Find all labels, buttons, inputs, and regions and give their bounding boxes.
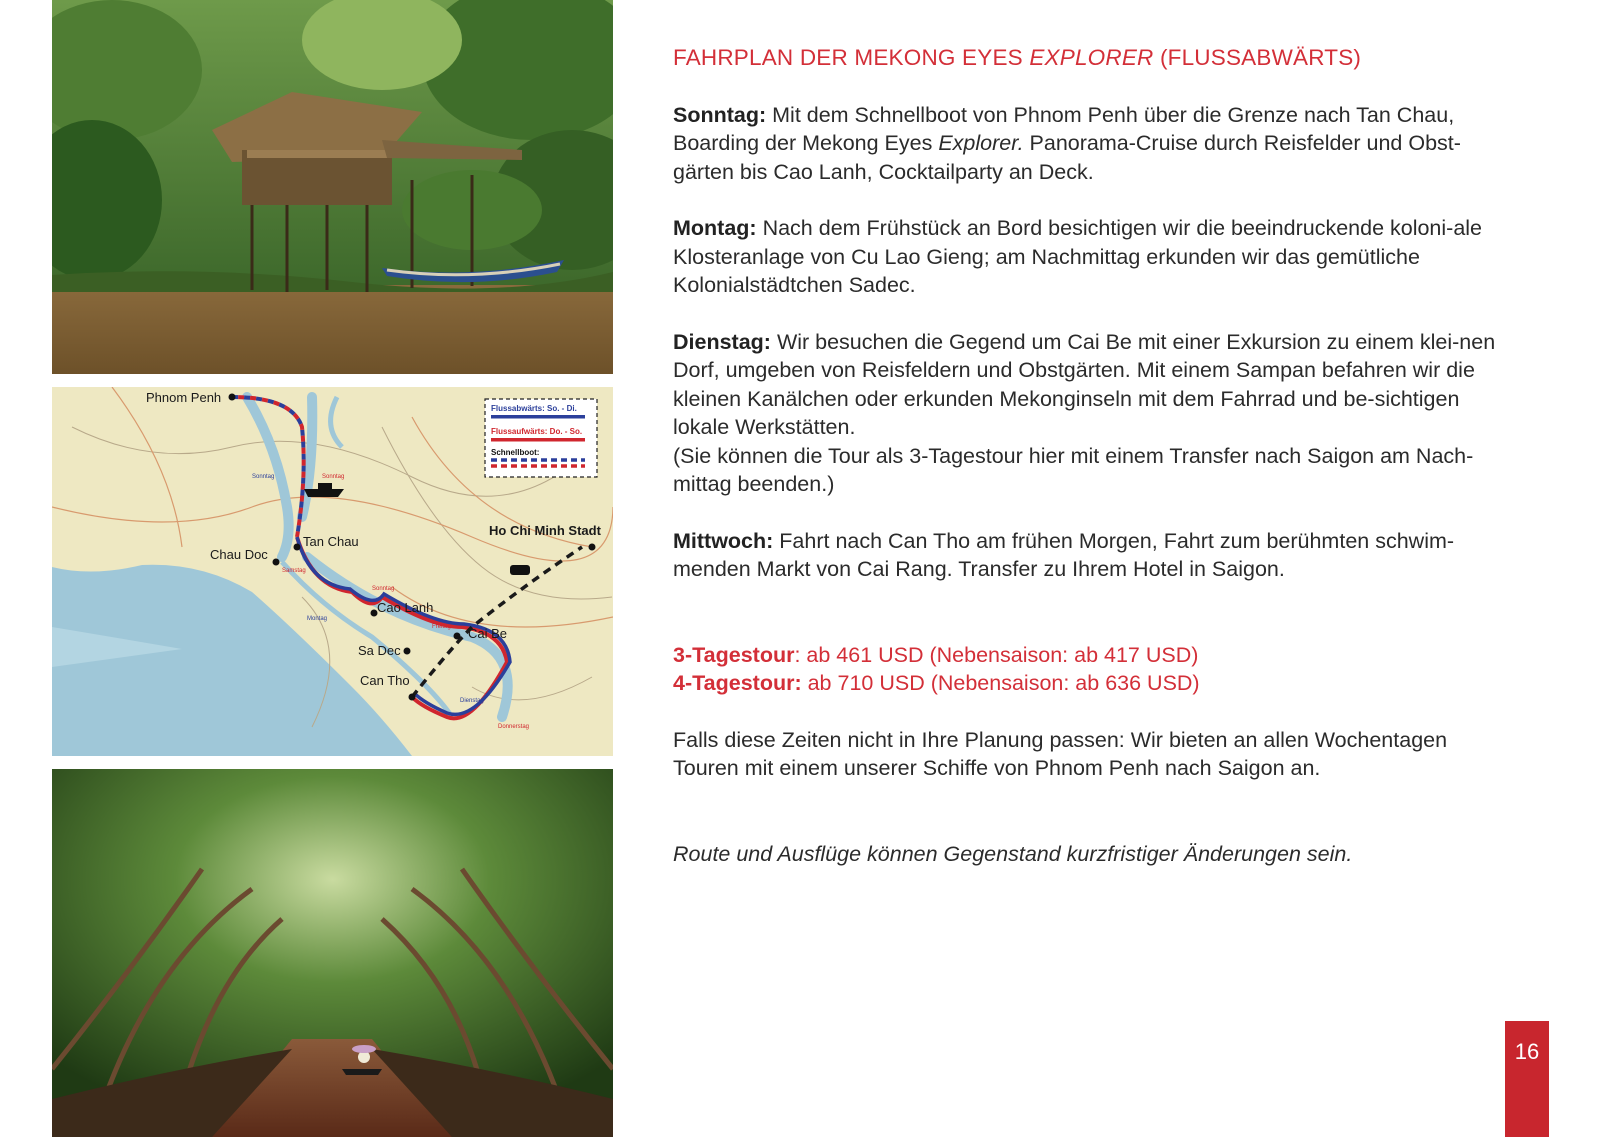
schedule-text: [673, 44, 1513, 896]
map-day-donnerstag: Donnerstag: [498, 724, 530, 730]
schedule-heading: [673, 44, 1513, 73]
map-label-tan-chau: Tan Chau: [303, 534, 359, 549]
price-3-day: [673, 641, 1513, 670]
map-legend: [485, 399, 597, 477]
ship-name: Explorer.: [938, 131, 1024, 155]
page-number: 16: [1505, 1021, 1549, 1137]
map-day-dienstag: Dienstag: [460, 698, 484, 704]
map-label-can-tho: Can Tho: [360, 673, 410, 688]
map-label-phnom-penh: Phnom Penh: [146, 390, 222, 405]
day-monday: [673, 214, 1513, 300]
disclaimer: Route und Ausflüge können Gegenstand kurzfristiger Änderungen sein.: [673, 841, 1353, 866]
price-label: 3-Tagestour: [673, 642, 795, 667]
map-label-sa-dec: Sa Dec: [358, 643, 401, 658]
price-list: [673, 641, 1513, 698]
map-label-cai-be: Cai Be: [468, 626, 508, 641]
day-note: (Sie können die Tour als 3-Tagestour hier mit einem Transfer nach Saigon am Nach-mittag beenden.): [673, 443, 1474, 496]
heading-prefix: FAHRPLAN DER MEKONG EYES: [673, 45, 1030, 70]
day-label: Sonntag:: [673, 102, 767, 127]
info-text: Falls diese Zeiten nicht in Ihre Planung passen: Wir bieten an allen Wochentagen Touren mit einem unserer Schiffe von Phnom Penh nach Saigon an.: [673, 727, 1448, 780]
day-text: Mit dem Schnellboot von Phnom Penh über die Grenze nach Tan Chau, Boarding der Mekong Eyes: [673, 102, 1455, 155]
map-day-samstag: Samstag: [282, 568, 306, 574]
map-day-freitag: Freitag: [432, 624, 451, 630]
map-day-sonntag-down: Sonntag: [252, 474, 275, 480]
price-text: ab 710 USD (Nebensaison: ab 636 USD): [801, 671, 1200, 695]
day-text: Wir besuchen die Gegend um Cai Be mit einer Exkursion zu einem klei-nen Dorf, umgeben von Reisfeldern und Obstgärten. Mit einem Sampan befahren wir die kleinen Kanälchen oder erkunden Mekonginseln mit dem Fahrrad und be-sichtigen lokale Werkstätten.: [673, 329, 1496, 439]
map-label-hcmc: Ho Chi Minh Stadt: [489, 523, 601, 538]
map-label-chau-doc: Chau Doc: [210, 547, 268, 562]
boat-icon: [304, 489, 344, 497]
price-text: : ab 461 USD (Nebensaison: ab 417 USD): [794, 642, 1199, 667]
price-4-day: [673, 669, 1513, 698]
day-label: Dienstag:: [673, 329, 771, 354]
mangrove-canal-photo: [52, 769, 613, 1137]
day-label: Montag:: [673, 216, 757, 240]
day-text-cont: Panorama-Cruise durch Reisfelder und Obst-gärten bis Cao Lanh, Cocktailparty an Deck.: [673, 131, 1461, 184]
heading-ship-name: EXPLORER: [1029, 45, 1154, 70]
legend-up-label: Flussaufwärts: Do. - So.: [491, 427, 583, 436]
legend-speedboat-label: Schnellboot:: [491, 448, 540, 457]
map-day-sonntag-2: Sonntag: [372, 586, 395, 592]
day-label: Mittwoch:: [673, 528, 774, 553]
heading-suffix: (FLUSSABWÄRTS): [1153, 45, 1362, 70]
car-icon: [510, 565, 530, 575]
day-sunday: [673, 101, 1513, 187]
day-text: Nach dem Frühstück an Bord besichtigen wir die beeindruckende koloni-ale Klosteranlage von Cu Lao Gieng; am Nachmittag erkunden wir das gemütliche Kolonialstädtchen Sadec.: [673, 216, 1483, 297]
day-text: Fahrt nach Can Tho am frühen Morgen, Fahrt zum berühmten schwim-menden Markt von Cai Rang. Transfer zu Ihrem Hotel in Saigon.: [673, 528, 1455, 581]
price-label: 4-Tagestour:: [673, 671, 802, 695]
map-day-sonntag-up: Sonntag: [322, 474, 345, 480]
legend-down-label: Flussabwärts: So. - Di.: [491, 404, 577, 413]
day-wednesday: [673, 527, 1513, 584]
route-map: [52, 387, 613, 756]
stilt-house-photo: [52, 0, 613, 374]
day-tuesday: [673, 328, 1513, 499]
map-day-montag: Montag: [307, 616, 328, 622]
map-label-cao-lanh: Cao Lanh: [377, 600, 434, 615]
